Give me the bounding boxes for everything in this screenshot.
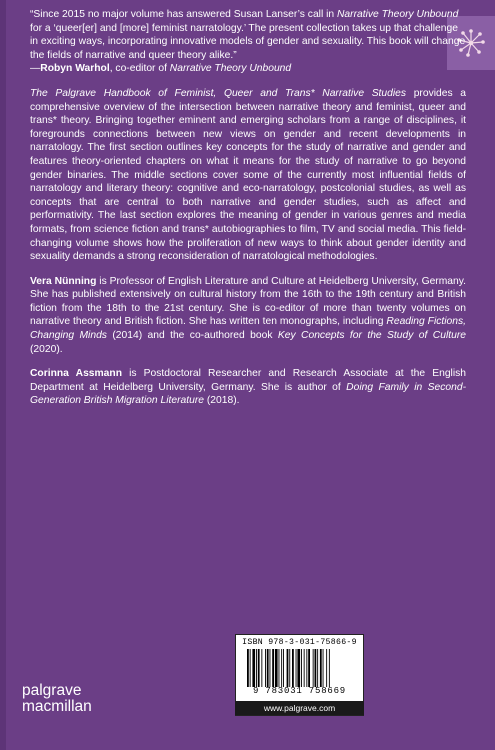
spine-strip [0, 0, 6, 750]
publisher-line1: palgrave [22, 682, 82, 699]
barcode-bars [245, 649, 355, 687]
editor-name: Corinna Assmann [30, 368, 122, 380]
back-cover-text [30, 8, 466, 419]
publisher-website[interactable]: www.palgrave.com [235, 701, 364, 715]
editor-bio-nunning: Vera Nünning is Professor of English Literature and Culture at Heidelberg University, Germany. She has published extensively on cultural history from the 16th to the 19th century and British fiction from the 18th to the 21st century. She is co-editor of more than twenty volumes on narrative theory and British fiction. She has written ten monographs, including Reading Fictions, Changing Minds (2014) and the co-authored book Key Concepts for the Study of Culture (2020). [30, 275, 467, 355]
isbn-label: ISBN 978-3-031-75866-9 [242, 638, 357, 647]
book-description: The Palgrave Handbook of Feminist, Queer and Trans* Narrative Studies provides a comprehensive overview of the intersection between narrative theory and feminist, queer and trans* theory. Bringing together eminent and emerging scholars from a range of disciplines, it foregrounds connections between new views on gender and recent developments in narratology. The first section outlines key concepts for the study of narrative and gender and features theory-oriented chapters on what it means for the study of narrative to go beyond gender binaries. The middle sections cover some of the currently most influential fields of narratology and literary theory: cognitive and eco-narratology, postcolonial studies, as well as concepts that are central to both narrative and gender studies, such as affect and performativity. The last section explores the meaning of gender in various genres and media formats, from science fiction and trans* autobiographies to film, TV and social media. This field-changing volume shows how the proliferation of new ways to think about gender identity and sexuality demands a strong reconsideration of narratological methodologies. [30, 87, 467, 263]
endorsement-attribution: —Robyn Warhol, co-editor of Narrative Theory Unbound [30, 63, 292, 75]
editor-bio-assmann: Corinna Assmann is Postdoctoral Researcher and Research Associate at the English Department at Heidelberg University, Germany. She is author of Doing Family in Second-Generation British Migration Literature (2018). [30, 368, 467, 407]
endorsement-quote: “Since 2015 no major volume has answered Susan Lanser’s call in Narrative Theory Unbound for a ‘queer[er] and [more] feminist narratology.’ The present collection takes up that challenge in exciting ways, incorporating innovative models of gender and sexuality. This book will change the fields of narrative and queer theory alike.” —Robyn Warhol, co-editor of Narrative Theory Unbound [30, 9, 466, 75]
barcode-digits: 9 783031 758669 [252, 686, 346, 696]
editor-name: Vera Nünning [30, 275, 97, 287]
endorser-name: Robyn Warhol [40, 63, 110, 75]
publisher-line2: macmillan [22, 698, 92, 715]
publisher-wordmark [22, 683, 92, 715]
book-title: The Palgrave Handbook of Feminist, Queer and Trans* Narrative Studies [30, 87, 407, 99]
